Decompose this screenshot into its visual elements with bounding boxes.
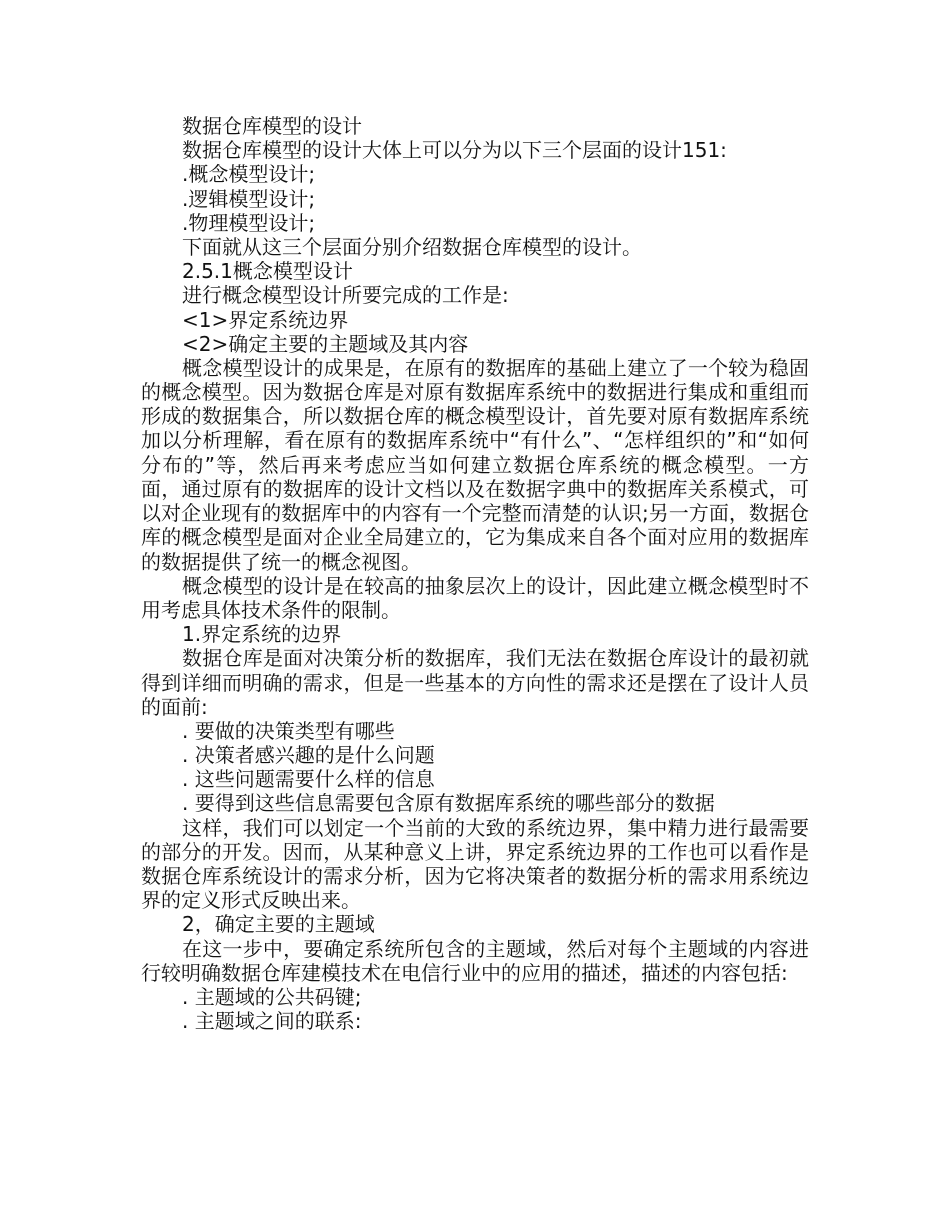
levels-intro-line: 下面就从这三个层面分别介绍数据仓库模型的设计。 xyxy=(182,234,642,259)
paragraph-boundary: 这样，我们可以划定一个当前的大致的系统边界，集中精力进行最需要的部分的开发。因而，从某种意义上讲，界定系统边界的工作也可以看作是数据仓库系统设计的需求分析，因为它将决策者的数据分析的需求用系统边界的定义形式反映出来。 xyxy=(141,815,809,913)
work-item: <1>界定系统边界 xyxy=(182,307,349,332)
step1-item: . 这些问题需要什么样的信息 xyxy=(182,767,435,792)
section-heading: 2.5.1概念模型设计 xyxy=(182,259,353,284)
level-item: .物理模型设计; xyxy=(182,210,316,235)
step1-item: . 要做的决策类型有哪些 xyxy=(182,718,395,743)
paragraph-abstract: 概念模型的设计是在较高的抽象层次上的设计，因此建立概念模型时不用考虑具体技术条件的限制。 xyxy=(141,573,809,622)
step2-item: . 主题域之间的联系: xyxy=(182,1009,362,1034)
step2-item: . 主题域的公共码键; xyxy=(182,985,362,1010)
intro-line: 数据仓库模型的设计大体上可以分为以下三个层面的设计151: xyxy=(182,138,727,163)
document-title: 数据仓库模型的设计 xyxy=(182,114,362,138)
level-item: .概念模型设计; xyxy=(182,162,316,187)
paragraph-step2: 在这一步中，要确定系统所包含的主题域，然后对每个主题域的内容进行较明确数据仓库建模技术在电信行业中的应用的描述，描述的内容包括: xyxy=(141,936,809,985)
paragraph-result: 概念模型设计的成果是，在原有的数据库的基础上建立了一个较为稳固的概念模型。因为数据仓库是对原有数据库系统中的数据进行集成和重组而形成的数据集合，所以数据仓库的概念模型设计，首先要对原有数据库系统加以分析理解，看在原有的数据库系统中“有什么”、“怎样组织的”和“如何分布的”等，然后再来考虑应当如何建立数据仓库系统的概念模型。一方面，通过原有的数据库的设计文档以及在数据字典中的数据库关系模式，可以对企业现有的数据库中的内容有一个完整而清楚的认识;另一方面，数据仓库的概念模型是面对企业全局建立的，它为集成来自各个面对应用的数据库的数据提供了统一的概念视图。 xyxy=(141,355,809,574)
step1-heading: 1.界定系统的边界 xyxy=(182,622,342,647)
paragraph-step1: 数据仓库是面对决策分析的数据库，我们无法在数据仓库设计的最初就得到详细而明确的需求，但是一些基本的方向性的需求还是摆在了设计人员的面前: xyxy=(141,646,809,719)
work-intro-line: 进行概念模型设计所要完成的工作是: xyxy=(182,283,509,308)
step2-heading: 2，确定主要的主题域 xyxy=(182,912,375,937)
document-body xyxy=(141,114,809,1033)
step1-item: . 决策者感兴趣的是什么问题 xyxy=(182,743,435,768)
work-item: <2>确定主要的主题域及其内容 xyxy=(182,331,469,356)
step1-item: . 要得到这些信息需要包含原有数据库系统的哪些部分的数据 xyxy=(182,791,715,816)
level-item: .逻辑模型设计; xyxy=(182,186,316,211)
